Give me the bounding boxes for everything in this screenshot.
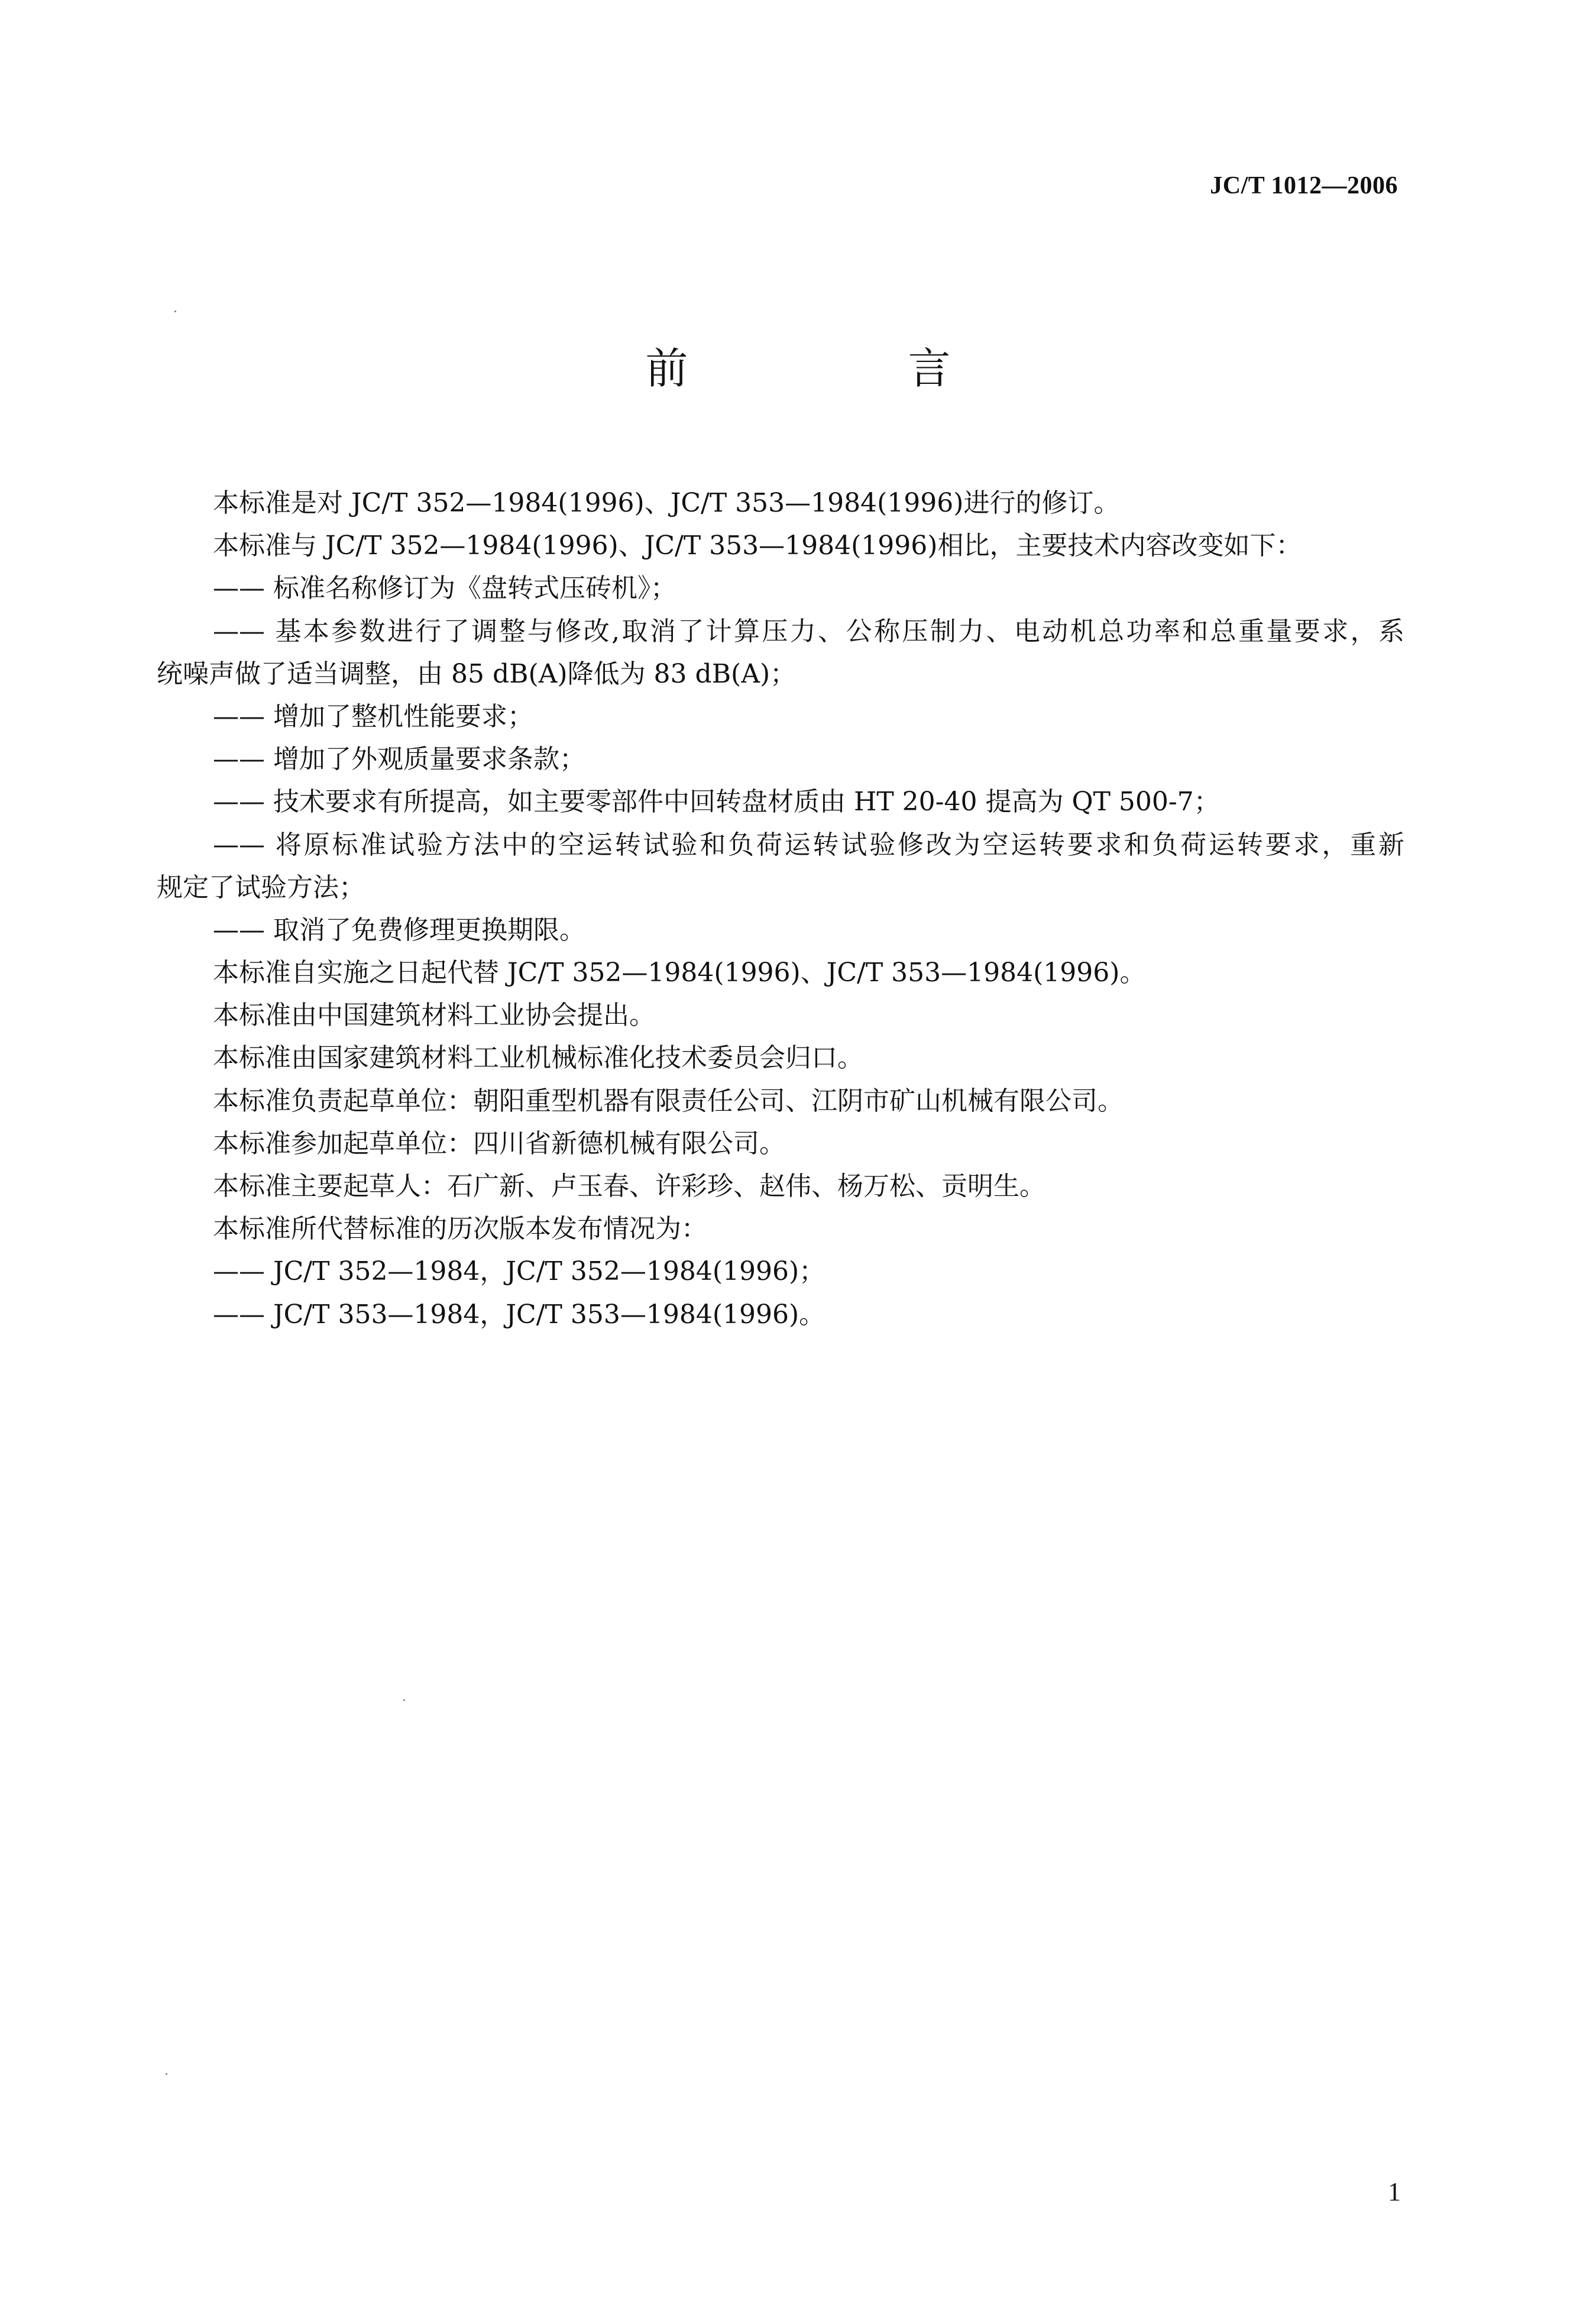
scan-speck: [166, 2073, 167, 2075]
paragraph: 本标准是对 JC/T 352—1984(1996)、JC/T 353—1984(1996)进行的修订。: [213, 488, 1120, 518]
list-item: —— JC/T 353—1984，JC/T 353—1984(1996)。: [213, 1299, 825, 1330]
paragraph: 本标准与 JC/T 352—1984(1996)、JC/T 353—1984(1996)相比，主要技术内容改变如下：: [213, 531, 1302, 561]
list-item-continuation: 统噪声做了适当调整，由 85 dB(A)降低为 83 dB(A)；: [157, 658, 797, 689]
list-item: —— 增加了整机性能要求；: [213, 701, 533, 732]
page-title: 前 言: [645, 344, 1040, 393]
scan-speck: [174, 311, 176, 312]
paragraph: 本标准主要起草人：石广新、卢玉春、许彩珍、赵伟、杨万松、贡明生。: [213, 1171, 1045, 1201]
list-item: —— 基本参数进行了调整与修改,取消了计算压力、公称压制力、电动机总功率和总重量要求，系: [213, 616, 1404, 646]
paragraph: 本标准由中国建筑材料工业协会提出。: [213, 1000, 655, 1031]
paragraph: 本标准参加起草单位：四川省新德机械有限公司。: [213, 1128, 785, 1159]
scan-speck: [403, 1699, 405, 1701]
paragraph: 本标准由国家建筑材料工业机械标准化技术委员会归口。: [213, 1043, 863, 1074]
page-number: 1: [1388, 2177, 1401, 2206]
list-item: —— 增加了外观质量要求条款；: [213, 744, 585, 775]
list-item: —— 技术要求有所提高，如主要零部件中回转盘材质由 HT 20-40 提高为 QT 500-7；: [213, 787, 1220, 817]
paragraph: 本标准所代替标准的历次版本发布情况为：: [213, 1214, 707, 1244]
paragraph: 本标准负责起草单位：朝阳重型机器有限责任公司、江阴市矿山机械有限公司。: [213, 1085, 1124, 1116]
list-item: —— 取消了免费修理更换期限。: [213, 914, 585, 945]
list-item: —— 标准名称修订为《盘转式压砖机》；: [213, 573, 676, 604]
document-code: JC/T 1012—2006: [1210, 172, 1398, 199]
list-item: —— JC/T 352—1984，JC/T 352—1984(1996)；: [213, 1256, 825, 1287]
paragraph: 本标准自实施之日起代替 JC/T 352—1984(1996)、JC/T 353—1984(1996)。: [213, 958, 1146, 988]
list-item-continuation: 规定了试验方法；: [157, 872, 365, 903]
foreword-body: [157, 482, 1404, 1336]
list-item: —— 将原标准试验方法中的空运转试验和负荷运转试验修改为空运转要求和负荷运转要求，重新: [213, 829, 1404, 860]
